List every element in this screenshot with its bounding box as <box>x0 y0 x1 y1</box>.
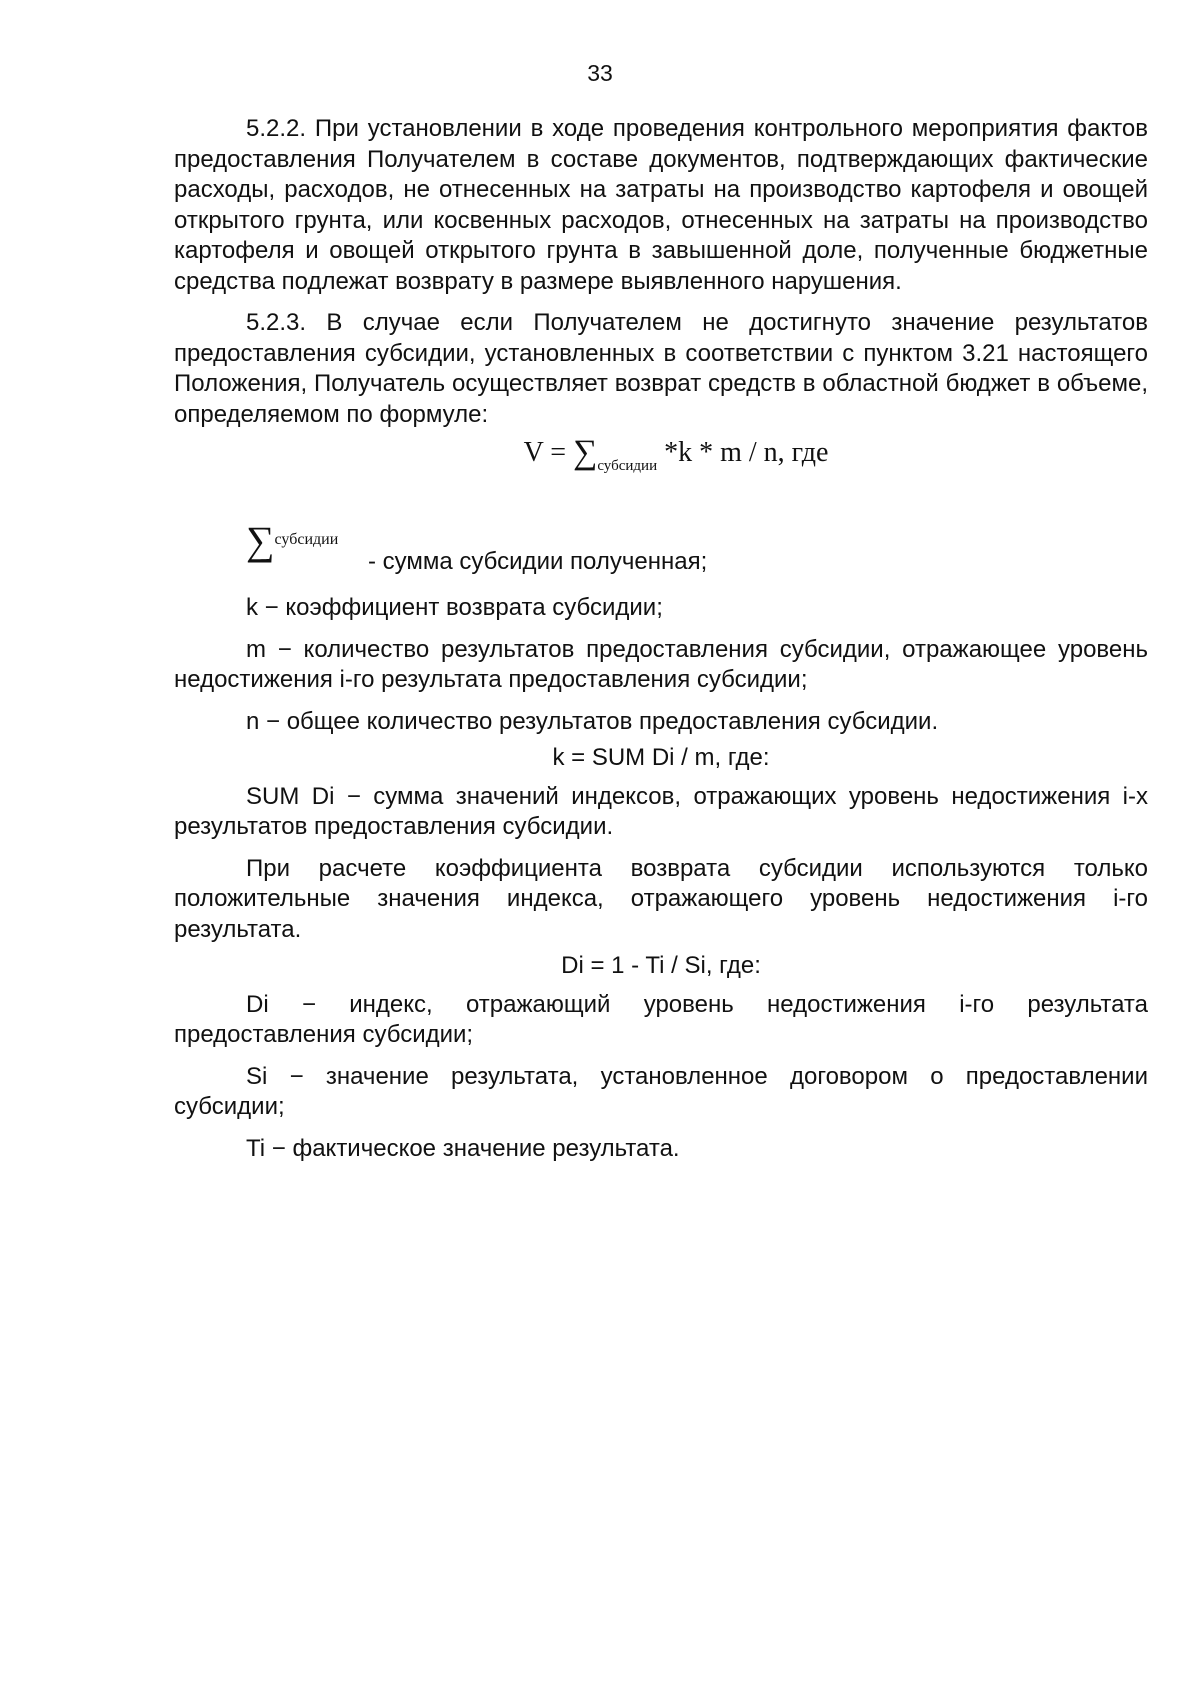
sigma-symbol: ∑ <box>573 434 598 471</box>
formula-k: k = SUM Di / m, где: <box>552 744 770 771</box>
sigma-definition <box>246 518 1148 581</box>
definition-k: k − коэффициент возврата субсидии; <box>246 594 663 621</box>
sigma-definition-text: - сумма субсидии полученная; <box>368 548 708 575</box>
sigma-def-subscript: субсидии <box>274 531 339 548</box>
definition-ti: Ti − фактическое значение результата. <box>246 1134 680 1162</box>
definition-di: Di − индекс, отражающий уровень недостижения i-го результата предоставления субсидии; <box>174 990 1148 1048</box>
sigma-subscript: субсидии <box>597 458 658 474</box>
sigma-def-symbol: ∑ <box>246 518 275 563</box>
definition-sum-di: SUM Di − сумма значений индексов, отражающих уровень недостижения i-х результатов предоставления субсидии. <box>174 782 1148 840</box>
formula-v-rhs: *k * m / n, где <box>657 437 829 468</box>
definition-n: n − общее количество результатов предоставления субсидии. <box>246 707 939 735</box>
paragraph-5-2-2: 5.2.2. При установлении в ходе проведения контрольного мероприятия фактов предоставления Получателем в составе документов, подтверждающих фактические расходы, расходов, не отнесенных на затраты на производство картофеля и овощей открытого грунта, или косвенных расходов, отнесенных на затраты на производство картофеля и овощей открытого грунта в завышенной доле, полученные бюджетные средства подлежат возврату в размере выявленного нарушения. <box>174 115 1148 295</box>
page-number: 33 <box>587 60 613 86</box>
formula-v-lhs: V = <box>523 437 574 468</box>
formula-di: Di = 1 - Ti / Si, где: <box>561 952 761 979</box>
definition-m: m − количество результатов предоставления субсидии, отражающее уровень недостижения i-го результата предоставления субсидии; <box>174 635 1148 693</box>
formula-v <box>174 436 1148 483</box>
definition-si: Si − значение результата, установленное договором о предоставлении субсидии; <box>174 1062 1148 1120</box>
sigma-definition-symbol <box>246 518 339 563</box>
paragraph-5-2-3: 5.2.3. В случае если Получателем не достигнуто значение результатов предоставления субсидии, установленных в соответствии с пунктом 3.21 настоящего Положения, Получатель осуществляет возврат средств в областной бюджет в объеме, определяемом по формуле: <box>174 309 1148 428</box>
note-positive-values: При расчете коэффициента возврата субсидии используются только положительные значения индекса, отражающего уровень недостижения i-го результата. <box>174 854 1148 943</box>
document-body <box>174 114 1148 1175</box>
